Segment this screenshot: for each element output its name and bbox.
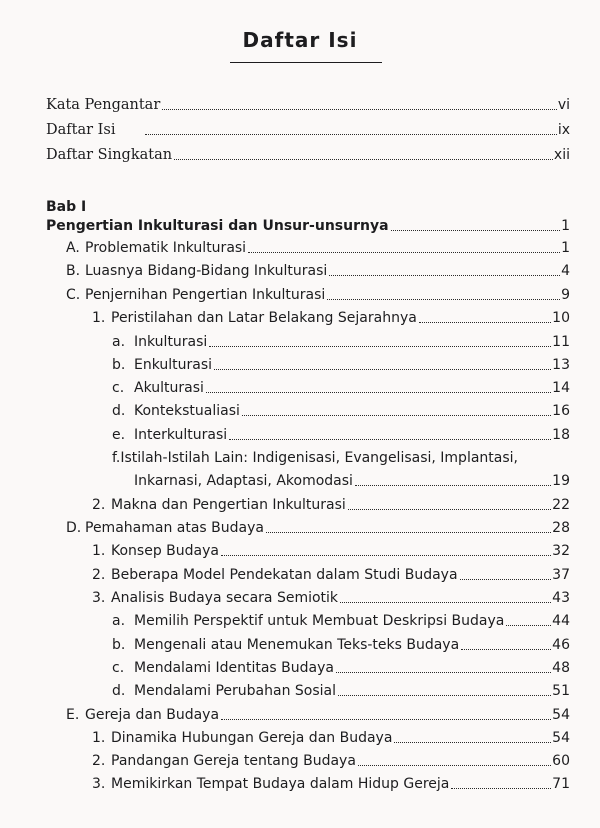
entry-page: 37 [552,567,570,583]
entry-page: 10 [552,310,570,326]
entry-label: Memikirkan Tempat Budaya dalam Hidup Gereja [111,776,450,792]
chapter-label: Bab I [46,199,87,215]
entry-label: Makna dan Pengertian Inkulturasi [111,497,346,513]
entry-page: 11 [552,334,570,350]
entry-label: Pandangan Gereja tentang Budaya [111,753,356,769]
toc-entry[interactable] [92,566,570,584]
dot-leader [358,765,551,766]
entry-text [92,566,458,584]
dot-leader [336,672,551,673]
chapter-title: Pengertian Inkulturasi dan Unsur-unsurnya [46,218,389,234]
entry-page: 4 [561,263,570,279]
dot-leader [394,742,551,743]
dot-leader [419,322,551,323]
title-underline [230,62,382,63]
entry-page: 14 [552,380,570,396]
entry-page: 54 [552,707,570,723]
toc-entry[interactable] [112,659,570,677]
dot-leader [461,649,551,650]
toc-entry[interactable] [66,262,570,280]
toc-entry[interactable] [112,426,570,444]
dot-leader [327,299,560,300]
entry-text [92,496,346,514]
toc-entry[interactable] [112,612,570,630]
entry-marker: D. [66,520,82,536]
entry-page: 18 [552,427,570,443]
entry-text [112,682,336,700]
toc-entry[interactable] [92,752,570,770]
entry-label: Enkulturasi [134,357,213,373]
toc-entry[interactable] [66,706,570,724]
entry-text [66,239,246,257]
entry-text [92,309,417,327]
entry-label: Inkulturasi [134,334,208,350]
entry-marker: 2. [92,567,106,583]
toc-entry[interactable] [112,379,570,397]
entry-text [66,706,219,724]
entry-text [92,589,338,607]
entry-page: 28 [552,520,570,536]
entry-marker: C. [66,287,81,303]
entry-marker: 1. [92,730,106,746]
dot-leader [162,109,557,110]
entry-marker: f. [112,450,121,466]
toc-entry[interactable] [92,589,570,607]
toc-entry[interactable] [66,286,570,304]
dot-leader [145,134,556,135]
entry-text [92,775,449,793]
entry-page: 13 [552,357,570,373]
dot-leader [221,719,551,720]
entry-marker: 3. [92,776,106,792]
entry-marker: d. [112,403,126,419]
entry-label: Kata Pengantar [46,97,161,113]
dot-leader [391,230,561,231]
dot-leader [266,532,551,533]
entry-page: 51 [552,683,570,699]
entry-text [112,379,204,397]
entry-marker: d. [112,683,126,699]
dot-leader [242,415,551,416]
entry-label: Istilah-Istilah Lain: Indigenisasi, Evangelisasi, Implantasi, [120,450,518,466]
dot-leader [355,485,551,486]
toc-entry[interactable] [66,239,570,257]
entry-page: 44 [552,613,570,629]
toc-entry-front[interactable] [46,121,570,139]
entry-label: Daftar Isi [46,122,116,138]
entry-label: Kontekstualiasi [134,403,240,419]
entry-label: Luasnya Bidang-Bidang Inkulturasi [85,263,328,279]
entry-marker: A. [66,240,80,256]
dot-leader [460,579,552,580]
dot-leader [506,625,551,626]
entry-label: Beberapa Model Pendekatan dalam Studi Budaya [111,567,458,583]
entry-label: Mendalami Identitas Budaya [134,660,334,676]
entry-marker: E. [66,707,80,723]
entry-marker: B. [66,263,81,279]
entry-label: Penjernihan Pengertian Inkulturasi [85,287,326,303]
dot-leader [229,439,551,440]
entry-text [66,286,325,304]
toc-entry[interactable] [92,496,570,514]
entry-page: 32 [552,543,570,559]
entry-page: 60 [552,753,570,769]
entry-text [112,636,459,654]
dot-leader [214,369,551,370]
dot-leader [348,509,551,510]
entry-marker: c. [112,380,125,396]
dot-leader [451,788,551,789]
entry-text [66,519,264,537]
entry-page: 1 [561,240,570,256]
dot-leader [248,252,560,253]
entry-text [92,729,392,747]
dot-leader [206,392,551,393]
entry-label: Mengenali atau Menemukan Teks-teks Budaya [134,637,460,653]
entry-marker: b. [112,637,126,653]
entry-text [66,262,327,280]
entry-text [92,752,356,770]
entry-label: Pemahaman atas Budaya [85,520,264,536]
entry-page: 16 [552,403,570,419]
entry-page: 19 [552,473,570,489]
dot-leader [340,602,551,603]
toc-entry-front[interactable] [46,146,570,164]
entry-page: ix [557,122,570,138]
dot-leader [174,159,553,160]
entry-marker: 1. [92,543,106,559]
chapter-title-entry[interactable] [46,217,570,235]
entry-label: Analisis Budaya secara Semiotik [111,590,339,606]
entry-text [92,542,219,560]
entry-page: vi [557,97,570,113]
entry-marker: b. [112,357,126,373]
entry-marker: a. [112,334,126,350]
entry-page: 71 [552,776,570,792]
entry-page: 54 [552,730,570,746]
toc-entry[interactable] [134,472,570,490]
toc-entry[interactable] [92,729,570,747]
entry-label-continued: Inkarnasi, Adaptasi, Akomodasi [134,473,353,489]
toc-entry-line1[interactable] [112,449,518,467]
entry-marker: e. [112,427,126,443]
entry-page: xii [553,147,570,163]
entry-page: 1 [561,218,570,234]
entry-text [112,426,227,444]
dot-leader [338,695,551,696]
entry-text [112,659,334,677]
toc-entry[interactable] [112,682,570,700]
entry-label: Problematik Inkulturasi [85,240,247,256]
entry-label: Peristilahan dan Latar Belakang Sejarahnya [111,310,417,326]
entry-page: 43 [552,590,570,606]
entry-marker: c. [112,660,125,676]
entry-text [112,356,212,374]
toc-entry[interactable] [112,356,570,374]
entry-page: 46 [552,637,570,653]
entry-label: Memilih Perspektif untuk Membuat Deskripsi Budaya [134,613,505,629]
toc-entry-front[interactable] [46,96,570,114]
entry-label: Akulturasi [134,380,204,396]
dot-leader [329,275,560,276]
entry-text [112,402,240,420]
page-title: Daftar Isi [242,28,358,52]
dot-leader [209,346,551,347]
entry-label: Konsep Budaya [111,543,219,559]
entry-marker: 2. [92,497,106,513]
toc-entry[interactable] [112,636,570,654]
entry-page: 48 [552,660,570,676]
toc-entry[interactable] [66,519,570,537]
dot-leader [221,555,551,556]
entry-text [112,612,504,630]
entry-page: 9 [561,287,570,303]
entry-marker: 1. [92,310,106,326]
entry-label: Daftar Singkatan [46,147,173,163]
entry-marker: 3. [92,590,106,606]
entry-label: Dinamika Hubungan Gereja dan Budaya [111,730,393,746]
entry-label: Mendalami Perubahan Sosial [134,683,337,699]
entry-page: 22 [552,497,570,513]
toc-entry[interactable] [92,775,570,793]
entry-label: Interkulturasi [134,427,228,443]
toc-entry[interactable] [92,542,570,560]
entry-marker: a. [112,613,126,629]
toc-entry[interactable] [112,333,570,351]
entry-marker: 2. [92,753,106,769]
toc-entry[interactable] [92,309,570,327]
entry-label: Gereja dan Budaya [85,707,220,723]
toc-entry[interactable] [112,402,570,420]
entry-text [112,333,207,351]
